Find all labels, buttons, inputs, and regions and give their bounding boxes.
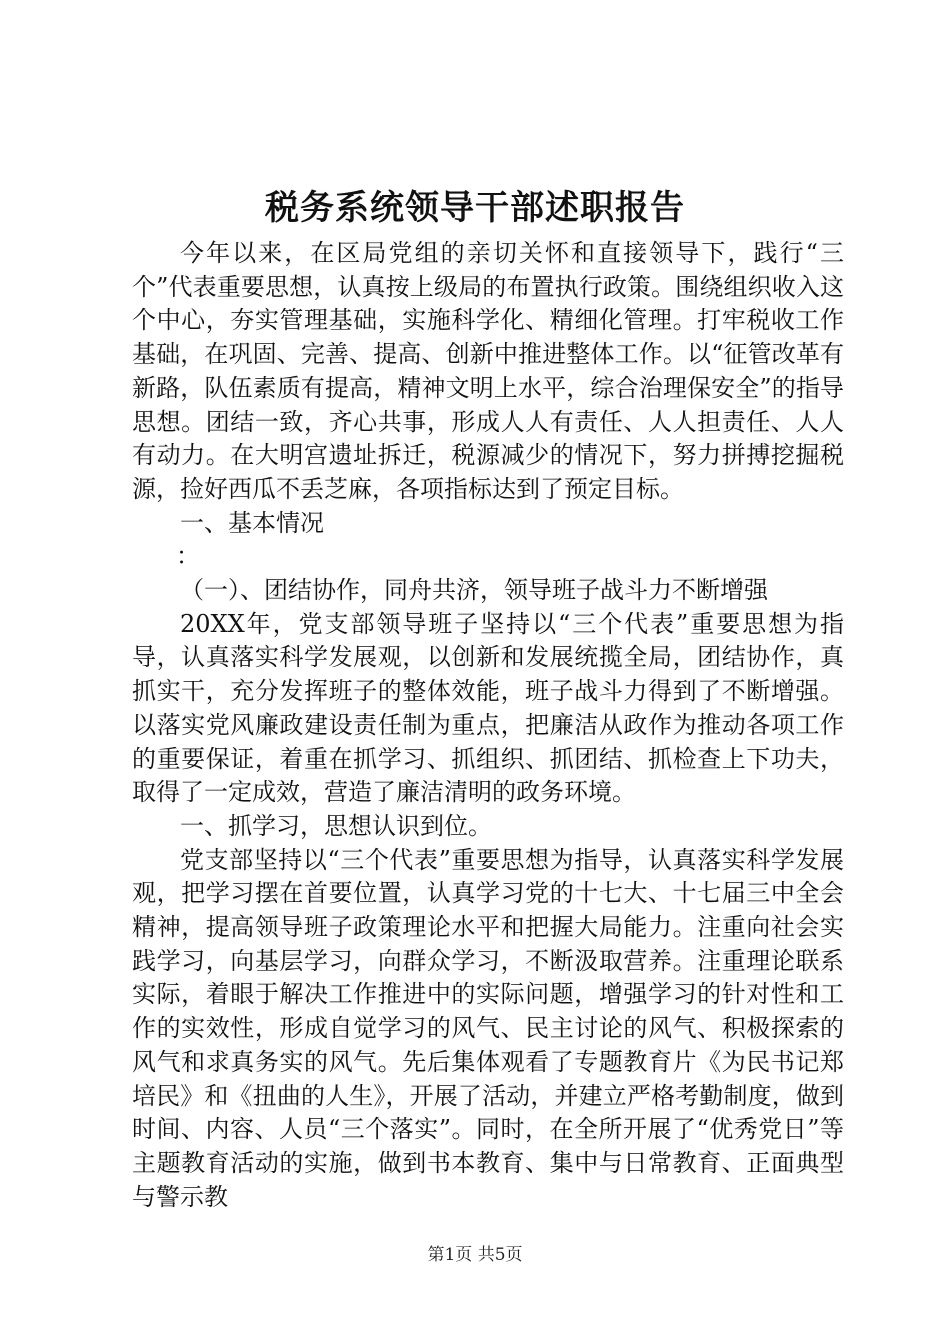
subsection-heading-teamwork: （一）、团结协作，同舟共济，领导班子战斗力不断增强	[180, 576, 768, 605]
document-title: 税务系统领导干部述职报告	[265, 188, 685, 228]
teamwork-paragraph: 20XX年，党支部领导班子坚持以“三个代表”重要思想为指导，认真落实科学发展观，以创新和发展统揽全局，团结协作，真抓实干，充分发挥班子的整体效能，班子战斗力得到了不断增强。以落实党风廉政建设责任制为重点，把廉洁从政作为推动各项工作的重要保证，着重在抓学习、抓组织、抓团结、抓检查上下功夫，取得了一定成效，营造了廉洁清明的政务环境。	[132, 609, 844, 807]
study-paragraph: 党支部坚持以“三个代表”重要思想为指导，认真落实科学发展观，把学习摆在首要位置，认真学习党的十七大、十七届三中全会精神，提高领导班子政策理论水平和把握大局能力。注重向社会实践学习，向基层学习，向群众学习，不断汲取营养。注重理论联系实际，着眼于解决工作推进中的实际问题，增强学习的针对性和工作的实效性，形成自觉学习的风气、民主讨论的风气、积极探索的风气和求真务实的风气。先后集体观看了专题教育片《为民书记郑培民》和《扭曲的人生》，开展了活动，并建立严格考勤制度，做到时间、内容、人员“三个落实”。同时，在全所开展了“优秀党日”等主题教育活动的实施，做到书本教育、集中与日常教育、正面典型与警示教	[132, 845, 844, 1211]
page-footer: 第1页 共5页	[427, 1245, 523, 1265]
colon-line: ：	[176, 542, 200, 571]
section-heading-basic-situation: 一、基本情况	[180, 508, 324, 537]
section-heading-study: 一、抓学习，思想认识到位。	[180, 811, 492, 840]
document-body	[132, 237, 844, 1214]
intro-paragraph: 今年以来，在区局党组的亲切关怀和直接领导下，践行“三个”代表重要思想，认真按上级局的布置执行政策。围绕组织收入这个中心，夯实管理基础，实施科学化、精细化管理。打牢税收工作基础，在巩固、完善、提高、创新中推进整体工作。以“征管改革有新路，队伍素质有提高，精神文明上水平，综合治理保安全”的指导思想。团结一致，齐心共事，形成人人有责任、人人担责任、人人有动力。在大明宫遗址拆迁，税源减少的情况下，努力拼搏挖掘税源，捡好西瓜不丢芝麻，各项指标达到了预定目标。	[132, 239, 844, 503]
